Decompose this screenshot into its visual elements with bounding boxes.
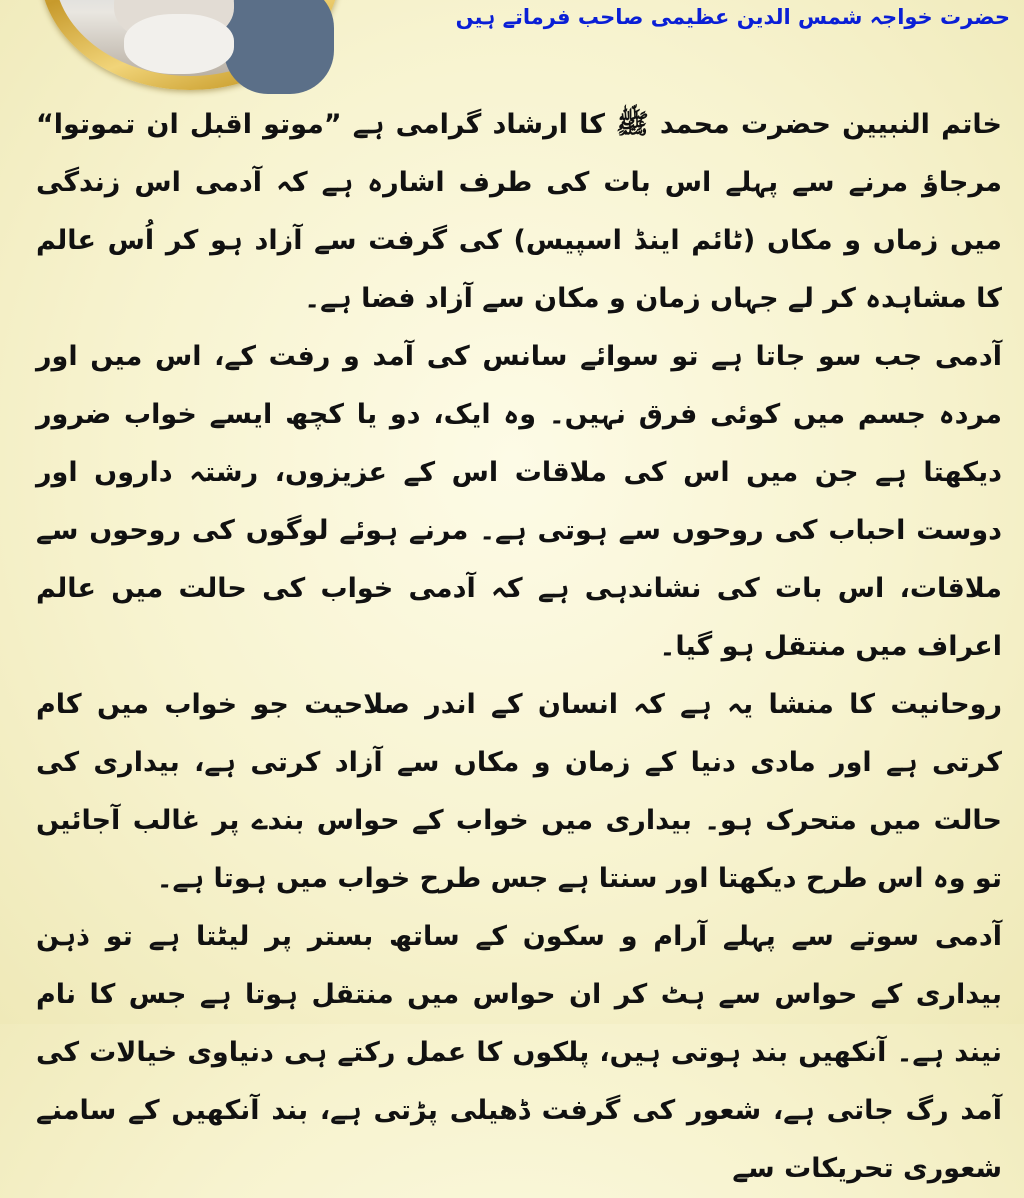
author-portrait — [54, 0, 326, 76]
paragraph-3: روحانیت کا منشا یہ ہے کہ انسان کے اندر صلاحیت جو خواب میں کام کرتی ہے اور مادی دنیا کے زمان و مکاں سے آزاد کرتی ہے، بیداری کی حالت میں متحرک ہو۔ بیداری میں خواب کے حواس بندے پر غالب آجائیں تو وہ اس طرح دیکھتا اور سنتا ہے جس طرح خواب میں ہوتا ہے۔ — [36, 689, 1002, 894]
paragraph-1: خاتم النبیین حضرت محمد ﷺ کا ارشاد گرامی ہے ”موتو اقبل ان تموتوا“ مرجاؤ مرنے سے پہلے اس بات کی طرف اشارہ ہے کہ آدمی اس زندگی میں زماں و مکاں (ٹائم اینڈ اسپیس) کی گرفت سے آزاد ہو کر اُس عالم کا مشاہدہ کر لے جہاں زمان و مکان سے آزاد فضا ہے۔ — [36, 109, 1002, 314]
header-caption — [370, 4, 1010, 30]
paragraph-4: آدمی سوتے سے پہلے آرام و سکون کے ساتھ بستر پر لیٹتا ہے تو ذہن بیداری کے حواس سے ہٹ کر ان حواس میں منتقل ہوتا ہے جس کا نام نیند ہے۔ آنکھیں بند ہوتی ہیں، پلکوں کا عمل رکتے ہی دنیاوی خیالات کی آمد رگ جاتی ہے، شعور کی گرفت ڈھیلی پڑتی ہے، بند آنکھیں کے سامنے شعوری تحریکات سے — [36, 921, 1002, 1184]
caption-line-1: حضرت خواجہ شمس الدین عظیمی صاحب فرماتے ہیں — [455, 5, 1010, 29]
portrait-frame — [40, 0, 340, 90]
portrait-beard-shape — [124, 14, 234, 74]
paragraph-2: آدمی جب سو جاتا ہے تو سوائے سانس کی آمد و رفت کے، اس میں اور مردہ جسم میں کوئی فرق نہیں۔ وہ ایک، دو یا کچھ ایسے خواب ضرور دیکھتا ہے جن میں اس کی ملاقات اس کے عزیزوں، رشتہ داروں اور دوست احباب کی روحوں سے ہوتی ہے۔ مرنے ہوئے لوگوں کی روحوں سے ملاقات، اس بات کی نشاندہی ہے کہ آدمی خواب کی حالت میں عالم اعراف میں منتقل ہو گیا۔ — [36, 341, 1002, 662]
portrait-shoulder-shape — [224, 0, 334, 94]
article-body — [36, 96, 1002, 1184]
